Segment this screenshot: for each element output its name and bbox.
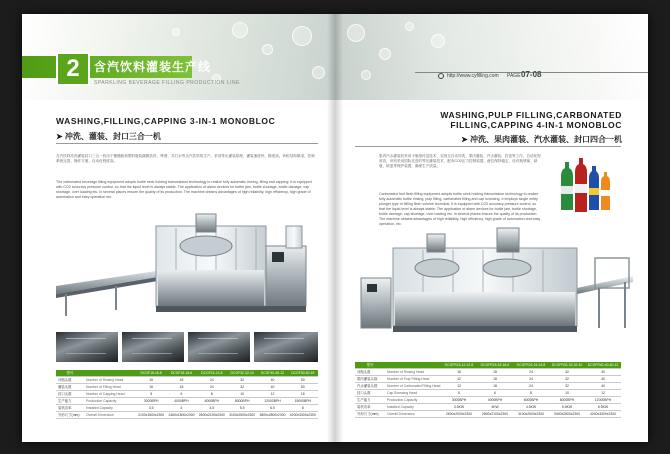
page-numbers: 07-08 xyxy=(521,70,542,79)
spine-shadow xyxy=(327,14,343,442)
detail-photos xyxy=(56,332,318,362)
table-row: 装机功率 Installed Capacity 3.5KW 4KW 4.5KW 5.5KW 6.5KW xyxy=(355,404,621,411)
description-english: The carbonated beverage filling equipment adopts bottle neck holding transmission technology to realize fully automatic rinsing, filling and capping. It is equipped with CO2 accuracy pressure control, so that the liquid level is always stable. The application of alarm devices for bottle jam, bottle shortage, bottle damage, cap shortage, over loading etc. in several places ensure the quality of its production. The machine obtains advantages of high reliability, high efficiency, high grade of automation and easy operation etc. xyxy=(56,180,312,199)
description-chinese: 果肉汽水灌装机采用卡瓶颈传送技术，实现全自动冲洗、果肉灌装、汽水灌装、封盖等工作。自动化程度高，该机采用国际先进的等压灌装技术，配有CO2压力控制装置，液位保持稳定，设有瓶堵塞、缺瓶、缺盖等保护装置，确保生产质量。 xyxy=(379,154,541,168)
table-row: 生产能力 Production Capacity 3000BPH 4000BPH 6000BPH 8000BPH 12000BPH 15000BPH xyxy=(56,398,318,405)
table-row: 封口头数 Number of Capping Head 5 6 8 10 12 15 xyxy=(56,391,318,398)
section-number: 2 xyxy=(56,52,90,86)
spec-table xyxy=(355,362,621,418)
section-title: 含汽饮料灌装生产线 xyxy=(94,60,212,74)
website-url: http://www.cyfilling.com xyxy=(447,73,499,79)
machine-heading: WASHING,FILLING,CAPPING 3-IN-1 MONOBLOC xyxy=(56,116,276,126)
detail-photo xyxy=(56,332,118,362)
divider xyxy=(355,146,621,147)
table-row: 外形尺寸(mm) Overall Dimension 2100x1600x2300 2460x1800x2300 2800x2150x2300 3100x2500x2300 3800x2800x2300 4200x3300x2300 xyxy=(56,412,318,419)
table-row: 封口头数 Cap Screwing Head 5 6 8 10 12 xyxy=(355,390,621,397)
globe-icon xyxy=(438,73,444,79)
section-subtitle: SPARKLING BEVERAGE FILLING PRODUCTION LINE xyxy=(94,80,240,86)
page-label: PAGE xyxy=(507,73,521,79)
monobloc-machine-photo xyxy=(56,206,318,328)
detail-photo xyxy=(188,332,250,362)
header-band xyxy=(335,14,648,100)
table-row: 果肉灌装头数 Number of Pulp Filling Head 12 18 24 32 40 xyxy=(355,376,621,383)
table-row: 外形尺寸(mm) Overall Dimension 2600x2000x2300 2800x2100x2300 3100x2500x2300 3400x2800x2300 4200x3300x2300 xyxy=(355,411,621,418)
detail-photo xyxy=(122,332,184,362)
machine-subheading: ➤ 冲洗、灌装、封口三合一机 xyxy=(56,132,161,141)
spec-table xyxy=(56,370,318,419)
monobloc-machine-photo xyxy=(357,218,639,348)
machine-heading: WASHING,PULP FILLING,CARBONATED FILLING,CAPPING 4-IN-1 MONOBLOC xyxy=(440,110,622,130)
detail-photo xyxy=(254,332,318,362)
description-chinese: 含汽饮料冲洗灌装封口三合一机用于聚酯瓶和塑料瓶装碳酸饮料、啤酒、苏打水等含汽饮料的生产。采用等压灌装原理，灌装速度快、精度高。该机结构紧凑，控制系统完善，操作方便，自动化程度高。 xyxy=(56,154,315,163)
header-band xyxy=(22,14,335,100)
table-row: 冲瓶头数 Number of Rinsing Head 16 18 24 32 40 50 xyxy=(56,377,318,384)
left-page xyxy=(22,14,335,442)
description-english: Carbonated fruit flesh filling equipment adopts bottle neck holding transmission technology to realize fully automatic bottle rinsing, pulp filling, carbonated filling and cap screwing. It employs single entity plunger type of fillling flesh volume technical. It is equipped with CO2 accuracy pressure control, so that the liquid level is always stable. The application of alarm devices for bottle jam, bottle shortage, bottle damage, cap shortage, over loading etc. in several places ensure the quality of its production. The machine obtains advantages of high reliability, high efficiency, high grade of automation and easy operation, etc. xyxy=(379,192,541,226)
table-row: 冲瓶头数 Number of Rinsing Head 16 18 24 32 40 xyxy=(355,369,621,376)
table-header-row: 型号 DCGFR16-12-12-5 DCGFR18-18-18-6 DCGFR24-24-24-8 DCGFR32-32-32-10 DCGFR40-40-40-12 xyxy=(355,362,621,369)
brochure-spread xyxy=(22,14,648,442)
soft-drink-bottles-photo xyxy=(553,156,617,214)
table-row: 汽水灌装头数 Number of Carbonated Filling Head 12 18 24 32 40 xyxy=(355,383,621,390)
table-header-row: 型号 DCGF16-16-5 DCGF18-18-6 DCGF24-24-8 DCGF32-32-10 DCGF40-40-12 DCGF50-50-15 xyxy=(56,370,318,377)
table-row: 装机功率 Installed Capacity 3.5 4 4.5 5.5 6.5 8 xyxy=(56,405,318,412)
water-bubbles-decoration xyxy=(335,14,648,100)
table-row: 生产能力 Production Capacity 3000BPH 4000BPH 6000BPH 8000BPH 12000BPH xyxy=(355,397,621,404)
table-row: 灌装头数 Number of Filling Head 16 18 24 32 40 50 xyxy=(56,384,318,391)
right-page xyxy=(335,14,648,442)
machine-subheading: ➤ 冲洗、果肉灌装、汽水灌装、封口四合一机 xyxy=(461,135,622,144)
divider xyxy=(56,143,318,144)
